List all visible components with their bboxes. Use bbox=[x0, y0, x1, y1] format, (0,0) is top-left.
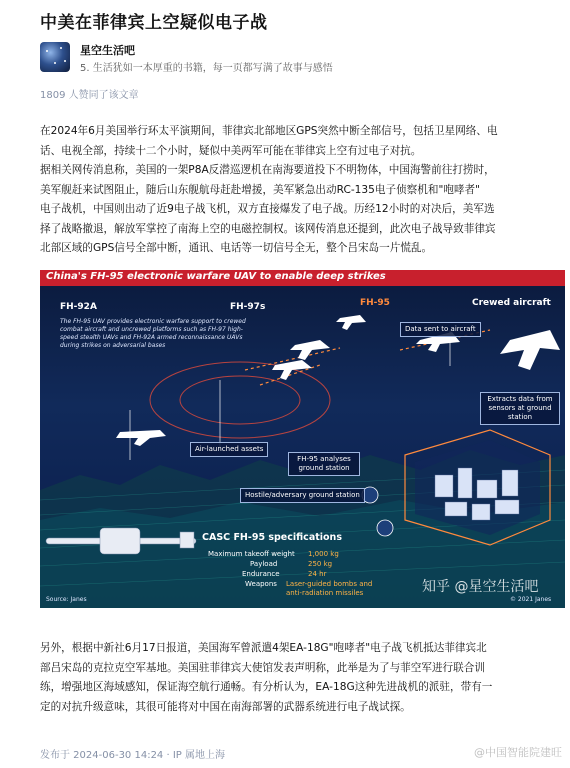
like-count: 1809 人赞同了该文章 bbox=[40, 90, 139, 101]
text-line: 美军舰赶来试图阻止，随后山东舰航母赶赴增援，美军紧急出动RC-135电子侦察机和"咆哮者" bbox=[40, 183, 480, 196]
zhihu-watermark: 知乎 @星空生活吧 bbox=[422, 579, 539, 595]
author-name[interactable]: 星空生活吧 bbox=[80, 44, 135, 57]
copyright-credit: © 2021 Janes bbox=[510, 596, 552, 603]
text-line: 部吕宋岛的克拉克空军基地。美国驻菲律宾大使馆发表声明称，此举是为了与菲空军进行联合训 bbox=[40, 661, 485, 674]
infographic-title: China's FH-95 electronic warfare UAV to enable deep strikes bbox=[46, 271, 386, 282]
spec-value: Laser-guided bombs and anti-radiation missiles bbox=[286, 580, 373, 597]
spec-value: 250 kg bbox=[308, 560, 333, 568]
spec-value: 1,000 kg bbox=[308, 550, 339, 558]
weibo-watermark: @中国智能院建旺 bbox=[474, 746, 562, 759]
text-line: 在2024年6月美国举行环太平演期间，菲律宾北部地区GPS突然中断全部信号，包括卫星网络、电 bbox=[40, 125, 498, 137]
text-line: 北部区域的GPS信号全部中断，通讯、电话等一切信号全无，整个吕宋岛一片慌乱。 bbox=[40, 242, 433, 254]
label-fh95: FH-95 bbox=[360, 298, 390, 308]
avatar[interactable] bbox=[40, 42, 70, 72]
text-line: 定的对抗升级意味，其很可能将对中国在南海部署的武器系统进行电子战试探。 bbox=[40, 700, 411, 713]
infographic-description: The FH-95 UAV provides electronic warfare support to crewed combat aircraft and uncrewed platforms such as FH-97 high-speed stealth UAVs and FH-92A armed reconnaissance UAVs during strikes on adversarial bases bbox=[60, 318, 246, 349]
box-ground-station-analysis: FH-95 analyses ground station bbox=[288, 452, 360, 476]
text-line: 据相关网传消息称，美国的一架P8A反潜巡逻机在南海要道投下不明物体，中国海警前往打捞时， bbox=[40, 164, 495, 176]
spec-label: Maximum takeoff weight bbox=[208, 550, 295, 558]
text-line: 择了战略撤退，解放军掌控了南海上空的电磁控制权。该网传消息还提到，此次电子战导致菲律宾 bbox=[40, 222, 496, 235]
text-line: 话、电视全部，持续十二个小时，疑似中美两军可能在菲律宾上空有过电子对抗。 bbox=[40, 144, 422, 157]
spec-label: Endurance bbox=[242, 570, 280, 578]
author-bio: 5. 生活犹如一本厚重的书籍，每一页都写满了故事与感悟 bbox=[80, 63, 333, 74]
box-air-launched: Air-launched assets bbox=[190, 442, 268, 457]
spec-value: 24 hr bbox=[308, 570, 327, 578]
infographic-title-bar bbox=[40, 270, 565, 286]
paragraph-1 bbox=[40, 122, 565, 259]
spec-label: Weapons bbox=[245, 580, 277, 588]
text-line: 电子战机，中国则出动了近9电子战飞机，双方直接爆发了电子战。历经12小时的对决后，美军选 bbox=[40, 203, 495, 215]
box-data-sent: Data sent to aircraft bbox=[400, 322, 481, 337]
text-line: 练，增强地区海域感知，保证海空航行通畅。有分析认为，EA-18G这种先进战机的派驻，带有一 bbox=[40, 681, 493, 693]
publish-date: 发布于 2024-06-30 14:24 · IP 属地上海 bbox=[40, 750, 225, 761]
label-fh97s: FH-97s bbox=[230, 302, 266, 312]
infographic-image[interactable] bbox=[40, 270, 565, 608]
author-row bbox=[40, 42, 550, 78]
source-credit: Source: Janes bbox=[46, 596, 87, 603]
box-extracts-data: Extracts data from sensors at ground station bbox=[480, 392, 560, 425]
box-hostile-station: Hostile/adversary ground station bbox=[240, 488, 365, 503]
article-title: 中美在菲律宾上空疑似电子战 bbox=[40, 13, 268, 33]
label-fh92a: FH-92A bbox=[60, 302, 97, 312]
text-line: 另外，根据中新社6月17日报道，美国海军曾派遣4架EA-18G"咆哮者"电子战飞机抵达菲律宾北 bbox=[40, 642, 487, 654]
specs-title: CASC FH-95 specifications bbox=[202, 532, 342, 543]
label-crewed-aircraft: Crewed aircraft bbox=[472, 298, 551, 308]
spec-label: Payload bbox=[250, 560, 278, 568]
paragraph-2 bbox=[40, 639, 565, 717]
